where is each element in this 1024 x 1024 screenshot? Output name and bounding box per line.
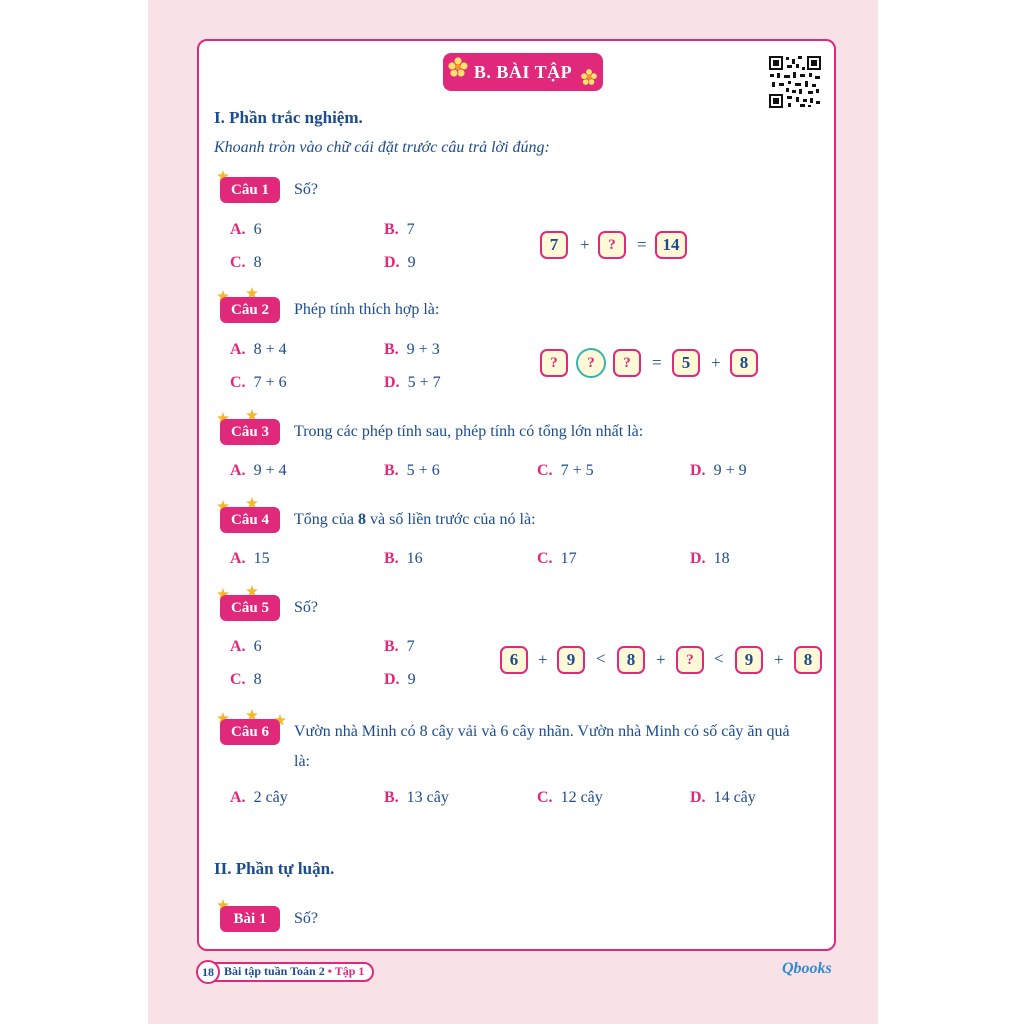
option-letter: C. xyxy=(230,254,246,271)
equals-sign: = xyxy=(637,235,647,254)
option-value: 6 xyxy=(253,638,262,655)
answer-option-c[interactable] xyxy=(537,550,577,568)
highlighted-number: 8 xyxy=(357,511,366,528)
question-badge: Câu 4 xyxy=(220,507,280,533)
answer-option-c[interactable] xyxy=(230,671,262,689)
number-box: 14 xyxy=(655,231,687,259)
option-value: 7 + 5 xyxy=(560,462,594,479)
answer-option-d[interactable] xyxy=(690,462,747,480)
number-box: 5 xyxy=(672,349,700,377)
plus-sign: + xyxy=(580,235,590,254)
option-value: 7 xyxy=(406,221,415,238)
answer-option-c[interactable] xyxy=(537,462,594,480)
option-letter: C. xyxy=(537,462,553,479)
option-value: 2 cây xyxy=(253,789,288,806)
question-badge: Câu 6 xyxy=(220,719,280,745)
option-value: 8 + 4 xyxy=(253,341,287,358)
less-than-sign: < xyxy=(596,649,606,668)
question-text-part: và số liền trước của nó là: xyxy=(365,511,536,528)
option-letter: D. xyxy=(690,789,706,806)
answer-option-b[interactable] xyxy=(384,221,415,239)
option-value: 12 cây xyxy=(560,789,603,806)
answer-option-b[interactable] xyxy=(384,638,415,656)
exercise-badge: Bài 1 xyxy=(220,906,280,932)
answer-option-a[interactable] xyxy=(230,550,270,568)
plus-sign: + xyxy=(774,650,784,669)
option-letter: D. xyxy=(384,254,400,271)
number-box: 8 xyxy=(730,349,758,377)
option-value: 9 + 4 xyxy=(253,462,287,479)
question-text xyxy=(294,511,536,529)
footer-book-title xyxy=(224,964,364,979)
option-letter: B. xyxy=(384,341,399,358)
unknown-box xyxy=(613,349,641,377)
book-title: Bài tập tuần Toán 2 xyxy=(224,964,325,978)
option-value: 16 xyxy=(406,550,423,567)
answer-option-a[interactable] xyxy=(230,462,287,480)
option-letter: A. xyxy=(230,550,246,567)
question-text: Số? xyxy=(294,599,318,616)
option-value: 7 xyxy=(406,638,415,655)
option-letter: C. xyxy=(537,789,553,806)
option-letter: A. xyxy=(230,638,246,655)
answer-option-a[interactable] xyxy=(230,638,262,656)
unknown-box xyxy=(540,349,568,377)
unknown-box xyxy=(598,231,626,259)
qr-code-icon xyxy=(768,55,822,109)
number-box: 6 xyxy=(500,646,528,674)
answer-option-d[interactable] xyxy=(690,550,730,568)
question-text: Vườn nhà Minh có 8 cây vải và 6 cây nhãn. Vườn nhà Minh có số cây ăn quả xyxy=(294,723,790,740)
answer-option-d[interactable] xyxy=(384,254,416,272)
option-value: 5 + 7 xyxy=(407,374,441,391)
number-box: 7 xyxy=(540,231,568,259)
publisher-logo: Qbooks xyxy=(782,960,832,977)
answer-option-d[interactable] xyxy=(690,789,756,807)
option-letter: D. xyxy=(690,550,706,567)
answer-option-a[interactable] xyxy=(230,341,287,359)
option-letter: B. xyxy=(384,221,399,238)
question-text: Số? xyxy=(294,181,318,198)
plus-sign: + xyxy=(711,353,721,372)
option-letter: B. xyxy=(384,789,399,806)
option-letter: D. xyxy=(384,374,400,391)
question-mark: ? xyxy=(608,236,616,253)
question-badge: Câu 5 xyxy=(220,595,280,621)
option-value: 8 xyxy=(253,671,262,688)
answer-option-a[interactable] xyxy=(230,789,288,807)
option-value: 15 xyxy=(253,550,270,567)
question-text-continued: là: xyxy=(294,753,310,770)
option-value: 18 xyxy=(713,550,730,567)
option-value: 14 cây xyxy=(713,789,756,806)
answer-option-c[interactable] xyxy=(230,374,287,392)
question-mark: ? xyxy=(686,651,694,668)
option-letter: D. xyxy=(384,671,400,688)
footer-separator: • xyxy=(327,964,332,978)
question-badge: Câu 3 xyxy=(220,419,280,445)
equals-sign: = xyxy=(652,353,662,372)
question-badge: Câu 1 xyxy=(220,177,280,203)
less-than-sign: < xyxy=(714,649,724,668)
answer-option-b[interactable] xyxy=(384,550,423,568)
option-value: 8 xyxy=(253,254,262,271)
flower-icon xyxy=(447,56,469,78)
option-value: 9 xyxy=(407,671,416,688)
number-box: 8 xyxy=(617,646,645,674)
option-value: 9 + 3 xyxy=(406,341,440,358)
option-value: 5 + 6 xyxy=(406,462,440,479)
option-letter: A. xyxy=(230,462,246,479)
question-text: Trong các phép tính sau, phép tính có tổng lớn nhất là: xyxy=(294,423,644,440)
section-title-multiple-choice: I. Phần trắc nghiệm. xyxy=(214,108,363,127)
number-box: 9 xyxy=(735,646,763,674)
section-title-essay: II. Phần tự luận. xyxy=(214,859,335,878)
content-frame xyxy=(197,39,836,951)
option-letter: A. xyxy=(230,789,246,806)
number-box: 9 xyxy=(557,646,585,674)
answer-option-a[interactable] xyxy=(230,221,262,239)
plus-sign: + xyxy=(656,650,666,669)
option-value: 7 + 6 xyxy=(253,374,287,391)
option-value: 9 + 9 xyxy=(713,462,747,479)
option-letter: B. xyxy=(384,550,399,567)
question-badge: Câu 2 xyxy=(220,297,280,323)
exercise-text: Số? xyxy=(294,910,318,927)
flower-icon xyxy=(580,68,598,86)
option-letter: A. xyxy=(230,221,246,238)
answer-option-b[interactable] xyxy=(384,462,440,480)
answer-option-d[interactable] xyxy=(384,374,441,392)
question-mark: ? xyxy=(623,354,631,371)
option-value: 9 xyxy=(407,254,416,271)
page-number: 18 xyxy=(196,960,220,984)
number-box: 8 xyxy=(794,646,822,674)
answer-option-b[interactable] xyxy=(384,789,449,807)
book-volume: Tập 1 xyxy=(334,964,365,978)
unknown-operator-circle: ? xyxy=(576,348,606,378)
question-text: Phép tính thích hợp là: xyxy=(294,301,440,318)
question-text-part: Tổng của xyxy=(294,511,358,528)
answer-option-d[interactable] xyxy=(384,671,416,689)
instruction-text: Khoanh tròn vào chữ cái đặt trước câu trả lời đúng: xyxy=(214,139,550,156)
answer-option-c[interactable] xyxy=(230,254,262,272)
option-value: 13 cây xyxy=(406,789,449,806)
option-letter: C. xyxy=(537,550,553,567)
option-letter: B. xyxy=(384,638,399,655)
question-mark: ? xyxy=(550,354,558,371)
page-title: B. BÀI TẬP xyxy=(473,61,573,82)
option-value: 6 xyxy=(253,221,262,238)
option-letter: C. xyxy=(230,374,246,391)
option-letter: B. xyxy=(384,462,399,479)
option-letter: D. xyxy=(690,462,706,479)
answer-option-c[interactable] xyxy=(537,789,603,807)
option-letter: C. xyxy=(230,671,246,688)
option-value: 17 xyxy=(560,550,577,567)
plus-sign: + xyxy=(538,650,548,669)
option-letter: A. xyxy=(230,341,246,358)
unknown-box xyxy=(676,646,704,674)
answer-option-b[interactable] xyxy=(384,341,440,359)
